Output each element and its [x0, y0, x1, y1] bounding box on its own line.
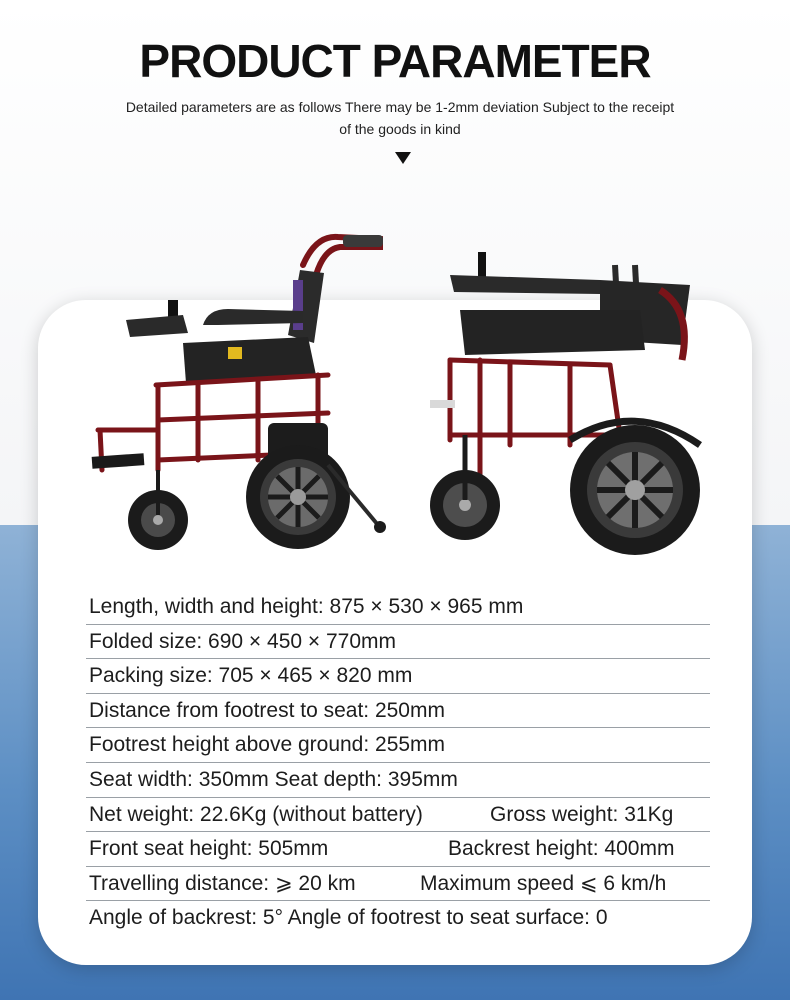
- spec-text: Net weight: 22.6Kg (without battery): [89, 802, 423, 826]
- spec-row: [86, 659, 710, 694]
- wheelchair-side-view-image: [88, 225, 398, 555]
- spec-text: Seat width: 350mm Seat depth: 395mm: [89, 767, 458, 791]
- wheelchair-front-view-image: [420, 250, 720, 560]
- spec-text: Angle of backrest: 5° Angle of footrest to seat surface: 0: [89, 906, 608, 930]
- spec-text: Travelling distance: ⩾ 20 km: [89, 871, 356, 895]
- spec-text-right: Maximum speed ⩽ 6 km/h: [420, 871, 667, 895]
- spec-text-right: Gross weight: 31Kg: [490, 802, 674, 826]
- spec-text: Distance from footrest to seat: 250mm: [89, 698, 445, 722]
- page-subtitle: Detailed parameters are as follows There may be 1-2mm deviation Subject to the receipt of the goods in kind: [125, 99, 675, 137]
- spec-row: [86, 832, 710, 867]
- spec-text: Packing size: 705 × 465 × 820 mm: [89, 664, 413, 688]
- spec-row: [86, 625, 710, 660]
- spec-text: Length, width and height: 875 × 530 × 965 mm: [89, 595, 524, 618]
- spec-row: [86, 901, 710, 936]
- spec-row: [86, 867, 710, 902]
- down-triangle-icon: [395, 152, 411, 164]
- spec-text: Folded size: 690 × 450 × 770mm: [89, 629, 397, 653]
- page-title: PRODUCT PARAMETER: [139, 35, 651, 87]
- spec-row: [86, 728, 710, 763]
- spec-row: [86, 763, 710, 798]
- spec-row: [86, 590, 710, 625]
- spec-text-right: Backrest height: 400mm: [448, 837, 675, 861]
- spec-text: Footrest height above ground: 255mm: [89, 733, 446, 757]
- spec-text: Front seat height: 505mm: [89, 837, 329, 861]
- spec-row: [86, 694, 710, 729]
- spec-row: [86, 798, 710, 833]
- spec-list: [86, 590, 710, 936]
